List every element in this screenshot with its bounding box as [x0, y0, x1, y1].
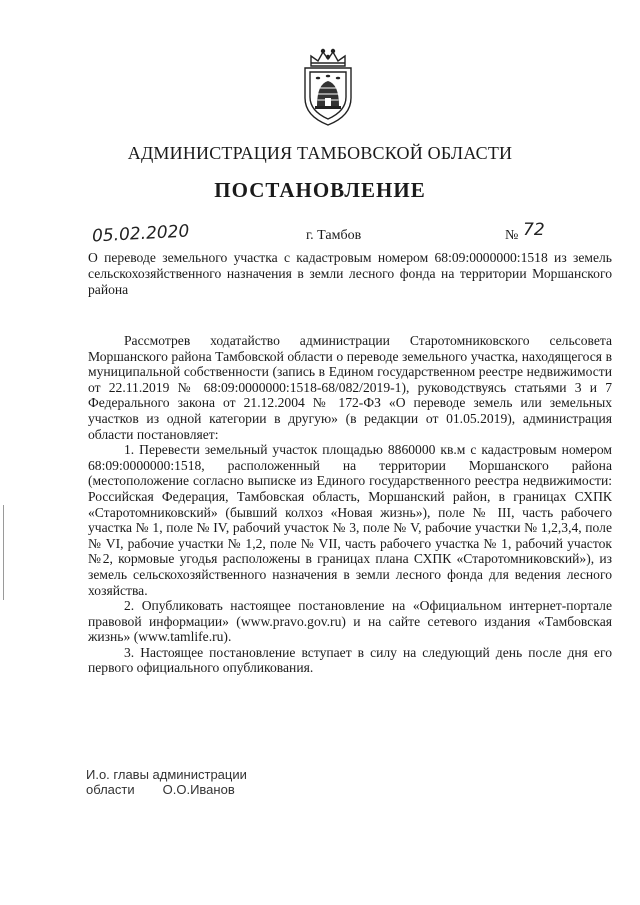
signatory-name: О.О.Иванов — [162, 782, 235, 797]
document-date: 05.02.2020 — [91, 221, 190, 247]
clause-paragraph-1: 1. Перевести земельный участок площадью 8860000 кв.м с кадастровым номером 68:09:0000000:1518, расположенный на территории Моршанского района (местоположение согласно выписке из Единого государственного реестра недвижимости: Российская Федерация, Тамбовская область, Моршанский район, в границах СХПК «Старотомниковский» (бывший колхоз «Новая жизнь»), поле № III, часть рабочего участка № 1, поле № IV, рабочий участок № 3, поле № V, рабочие участки № 1,2,3,4, поле № VI, рабочие участки № 1,2, поле № VII, часть рабочего участка № 1, рабочий участок №2, кормовые угодья расположены в границах плана СХПК «Старотомниковский»), из земель сельскохозяйственного назначения в земли лесного фонда для ведения лесного хозяйства. — [88, 442, 612, 598]
document-body — [88, 333, 612, 676]
document-type-title: ПОСТАНОВЛЕНИЕ — [214, 178, 426, 202]
document-number-label: № — [505, 228, 519, 243]
clause-paragraph-2: 2. Опубликовать настоящее постановление на «Официальном интернет-портале правовой информации» (www.pravo.gov.ru) и на сайте сетевого издания «Тамбовская жизнь» (www.tamlife.ru). — [88, 598, 612, 645]
signatory-title-line2: области — [86, 782, 135, 797]
document-subject: О переводе земельного участка с кадастровым номером 68:09:0000000:1518 из земель сельскохозяйственного назначения в земли лесного фонда на территории Моршанского района — [88, 250, 612, 297]
document-number: 72 — [523, 220, 545, 240]
signatory-title-line1: И.о. главы администрации — [86, 767, 247, 782]
clause-paragraph-3: 3. Настоящее постановление вступает в силу на следующий день после дня его первого официального опубликования. — [88, 644, 612, 676]
organization-title: АДМИНИСТРАЦИЯ ТАМБОВСКОЙ ОБЛАСТИ — [127, 143, 513, 163]
scan-margin-mark — [3, 505, 4, 600]
preamble-paragraph: Рассмотрев ходатайство администрации Старотомниковского сельсовета Моршанского района Тамбовской области о переводе земельного участка, находящегося в муниципальной собственности (запись в Едином государственном реестре недвижимости от 22.11.2019 № 68:09:0000000:1518-68/082/2019-1), руководствуясь статьями 3 и 7 Федерального закона от 21.12.2004 № 172-ФЗ «О переводе земель или земельных участков из одной категории в другую» (в редакции от 01.05.2019), администрация области постановляет: — [88, 333, 612, 442]
signature-block — [86, 767, 247, 797]
tambov-coat-of-arms-icon — [299, 48, 357, 128]
document-city: г. Тамбов — [306, 228, 362, 243]
